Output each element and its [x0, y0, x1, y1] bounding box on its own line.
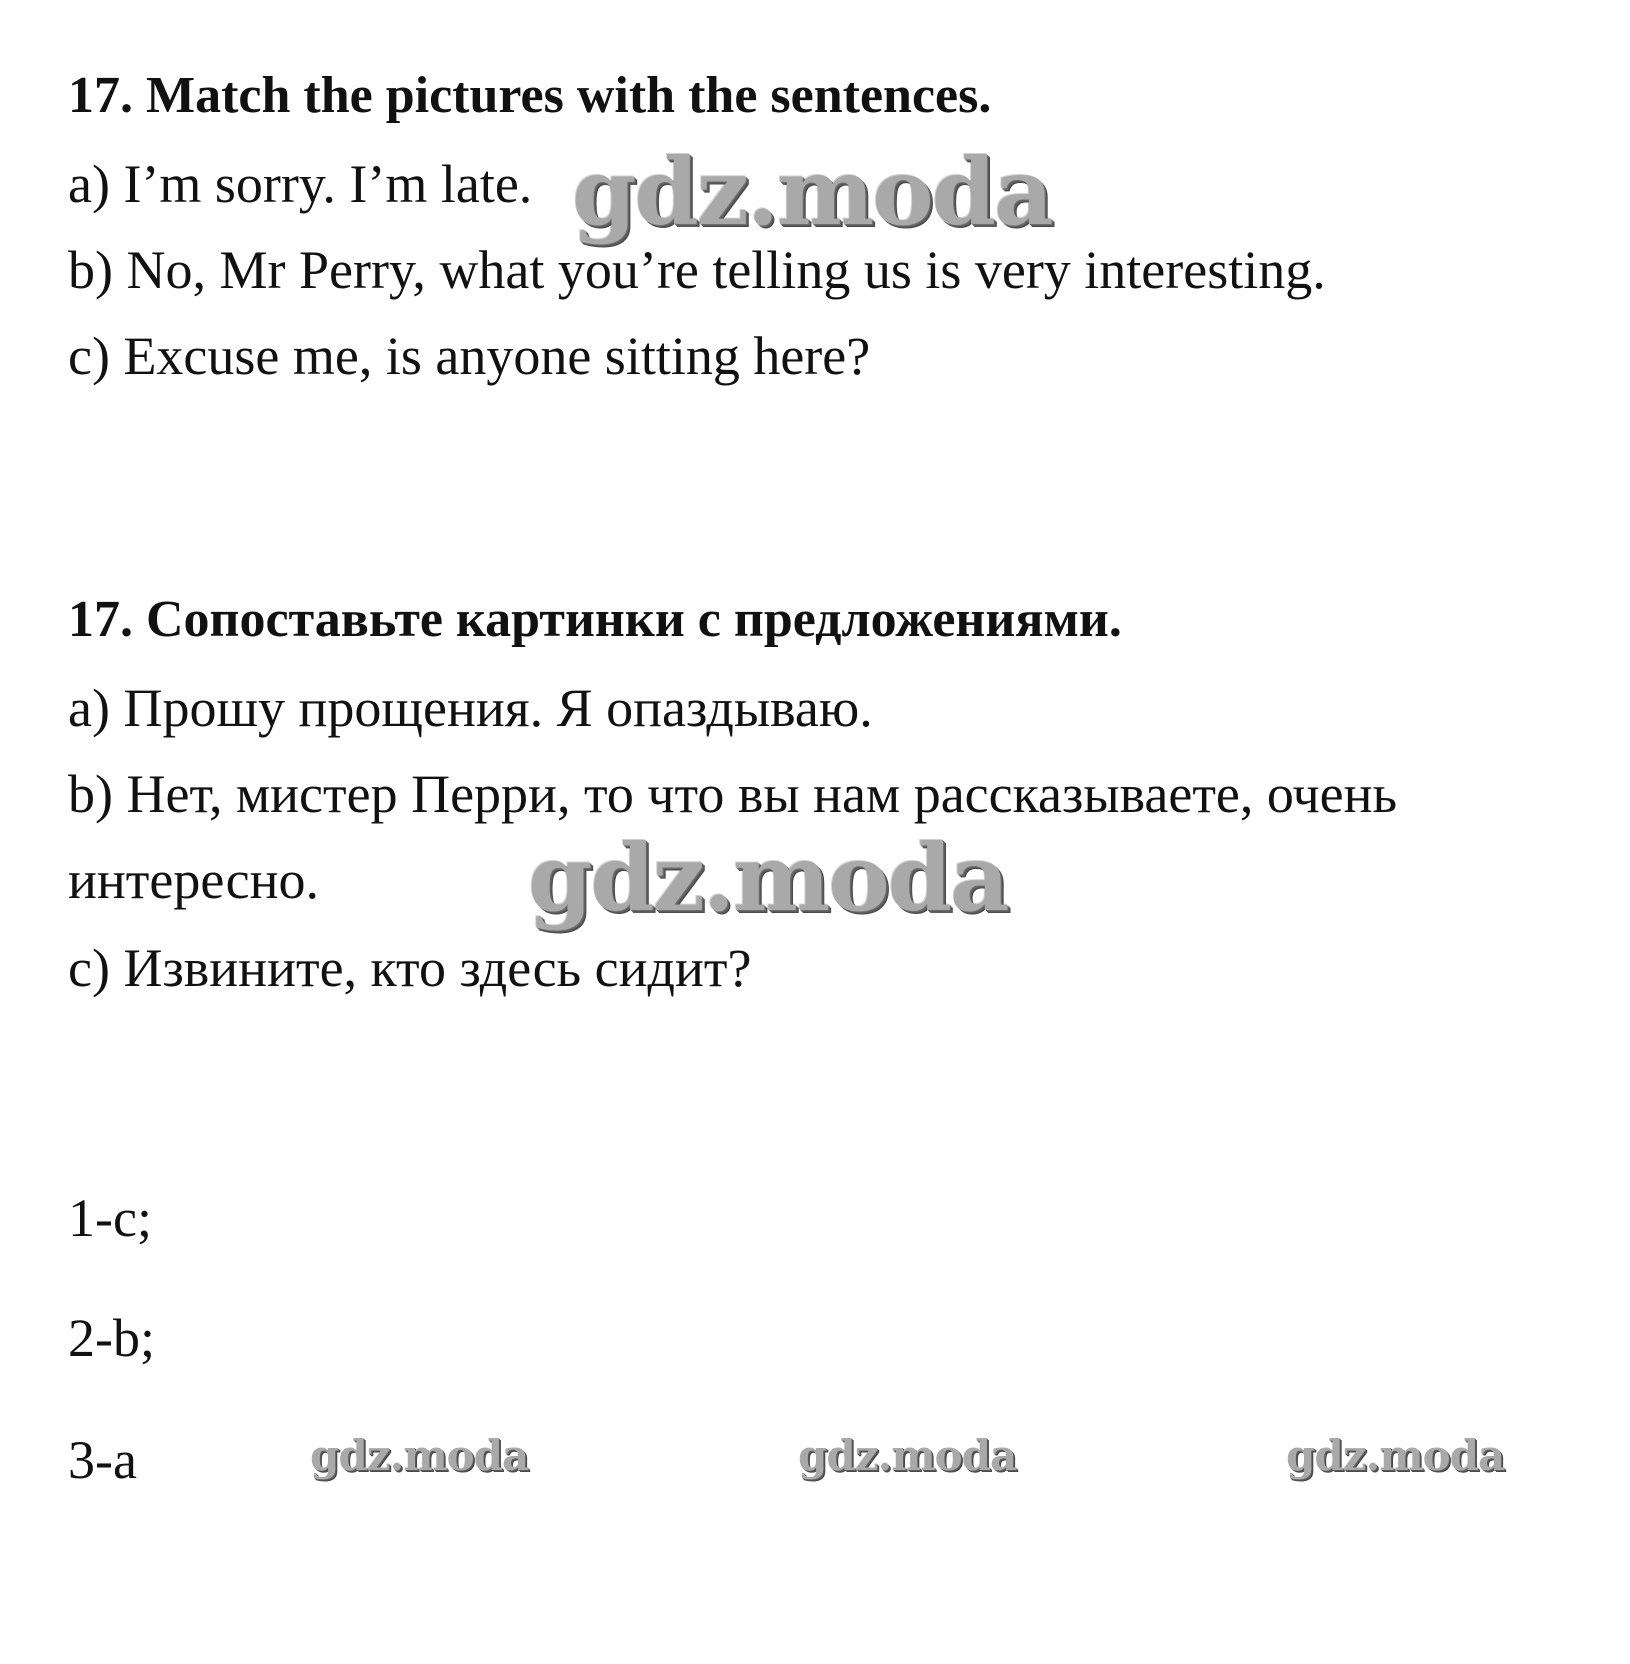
sentence-c-english: c) Excuse me, is anyone sitting here? [68, 326, 871, 386]
watermark: gdz.moda [1286, 1431, 1505, 1480]
watermark: gdz.moda [528, 824, 1008, 932]
answer-1: 1-c; [68, 1188, 152, 1248]
sentence-c-russian: c) Извините, кто здесь сидит? [68, 938, 752, 998]
answer-3: 3-a [68, 1430, 137, 1490]
task-heading-russian: 17. Сопоставьте картинки с предложениями. [68, 591, 1122, 648]
task-heading-english: 17. Match the pictures with the sentences. [68, 67, 992, 124]
sentence-b-russian: b) Нет, мистер Перри, то что вы нам рассказываете, очень [68, 764, 1398, 824]
watermark: gdz.moda [572, 138, 1052, 246]
sentence-a-english: a) I’m sorry. I’m late. [68, 154, 533, 214]
sentence-b-english: b) No, Mr Perry, what you’re telling us is very interesting. [68, 240, 1326, 300]
watermark: gdz.moda [310, 1431, 529, 1480]
watermark: gdz.moda [798, 1431, 1017, 1480]
sentence-a-russian: a) Прошу прощения. Я опаздываю. [68, 678, 873, 738]
answer-2: 2-b; [68, 1308, 155, 1368]
sentence-b-russian-continued: интересно. [68, 850, 320, 910]
